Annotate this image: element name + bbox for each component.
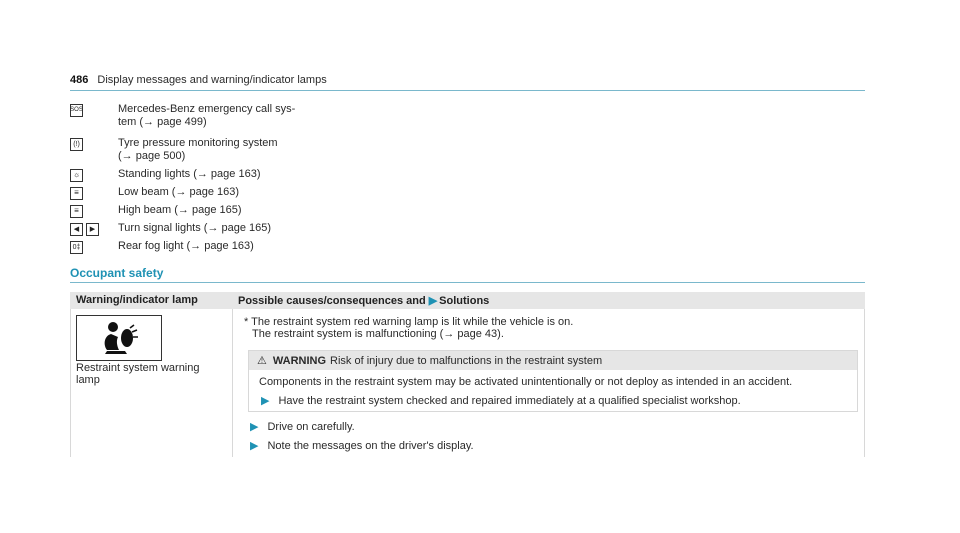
symbol-row-low-beam bbox=[70, 186, 318, 200]
symbol-row-tyre-pressure bbox=[70, 137, 318, 163]
warning-label: WARNING bbox=[272, 354, 327, 367]
page-number: 486 bbox=[70, 74, 89, 86]
col-header-lamp: Warning/indicator lamp bbox=[76, 294, 198, 306]
table-column-divider bbox=[232, 309, 233, 457]
restraint-system-warning-icon bbox=[76, 315, 162, 361]
solution-step bbox=[250, 420, 355, 433]
symbol-desc: Low beam (→ page 163) bbox=[118, 186, 240, 198]
play-arrow-icon: ▶ bbox=[428, 295, 438, 307]
symbol-desc: Tyre pressure monitoring system bbox=[118, 137, 278, 149]
symbol-desc: High beam (→ page 165) bbox=[118, 204, 242, 216]
low-beam-icon: ≡ bbox=[70, 187, 83, 200]
play-arrow-icon: ▶ bbox=[250, 440, 259, 452]
table-header bbox=[70, 292, 865, 309]
symbol-desc: Standing lights (→ page 163) bbox=[118, 168, 261, 180]
warning-title: Risk of injury due to malfunctions in the restraint system bbox=[330, 354, 603, 367]
symbol-desc: Mercedes-Benz emergency call sys- bbox=[118, 103, 296, 115]
solution-step-text: Drive on carefully. bbox=[267, 421, 355, 433]
symbol-row-standing-lights bbox=[70, 168, 318, 182]
symbol-row-emergency-call bbox=[70, 103, 318, 129]
symbol-row-rear-fog bbox=[70, 240, 318, 254]
cause-text bbox=[244, 316, 844, 340]
table-border-left bbox=[70, 309, 71, 457]
cause-line: * The restraint system red warning lamp is lit while the vehicle is on. bbox=[244, 316, 574, 328]
col-header-causes bbox=[238, 294, 489, 307]
page-header bbox=[70, 74, 327, 86]
header-rule bbox=[70, 90, 865, 91]
warning-step-text: Have the restraint system checked and repaired immediately at a qualified specialist workshop. bbox=[278, 395, 741, 407]
section-title: Occupant safety bbox=[70, 266, 164, 280]
symbol-row-high-beam bbox=[70, 204, 318, 218]
section-rule bbox=[70, 282, 865, 283]
warning-triangle-icon: ⚠ bbox=[257, 355, 267, 367]
symbol-desc: (→ page 500) bbox=[118, 150, 186, 162]
warning-body: Components in the restraint system may be activated unintentionally or not deploy as intended in an accident. bbox=[259, 376, 793, 388]
rear-fog-light-icon: 0‡ bbox=[70, 241, 83, 254]
standing-lights-icon: ☼ bbox=[70, 169, 83, 182]
play-arrow-icon: ▶ bbox=[261, 395, 270, 407]
solution-step bbox=[250, 439, 474, 452]
turn-signal-left-icon: ◀ bbox=[70, 223, 83, 236]
page-header-title: Display messages and warning/indicator lamps bbox=[97, 74, 327, 86]
symbol-row-turn-signal bbox=[70, 222, 318, 236]
table-border-right bbox=[864, 309, 865, 457]
sos-ready-icon: SOS bbox=[70, 104, 83, 117]
warning-box bbox=[248, 350, 858, 412]
symbol-desc: Turn signal lights (→ page 165) bbox=[118, 222, 272, 234]
turn-signal-right-icon: ▶ bbox=[86, 223, 99, 236]
play-arrow-icon: ▶ bbox=[250, 421, 259, 433]
cause-line: The restraint system is malfunctioning (→ page 43). bbox=[252, 328, 504, 340]
col-header-solutions: Solutions bbox=[439, 295, 490, 307]
warning-header bbox=[249, 351, 857, 370]
solution-step-text: Note the messages on the driver's display. bbox=[267, 440, 474, 452]
warning-step bbox=[261, 394, 741, 407]
symbol-desc: Rear fog light (→ page 163) bbox=[118, 240, 254, 252]
col-header-causes-text: Possible causes/consequences and bbox=[238, 295, 426, 307]
high-beam-icon: ≡ bbox=[70, 205, 83, 218]
tyre-pressure-icon: (!) bbox=[70, 138, 83, 151]
lamp-label: Restraint system warning lamp bbox=[76, 362, 200, 386]
symbol-desc: tem (→ page 499) bbox=[118, 116, 207, 128]
